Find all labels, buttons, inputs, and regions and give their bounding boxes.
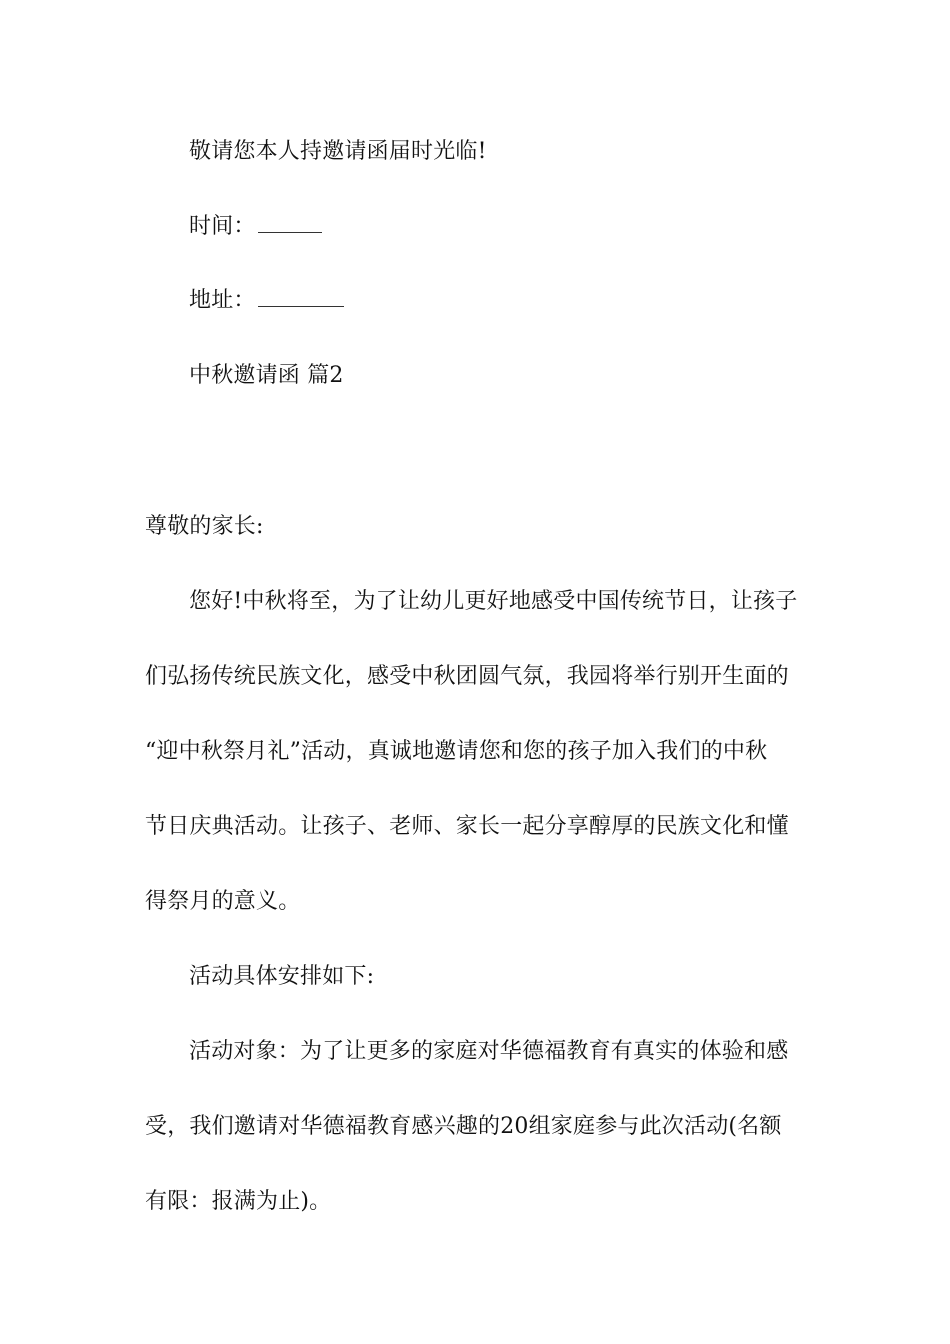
text: 节日庆典活动。让孩子、老师、家长一起分享醇厚的民族文化和懂 bbox=[145, 814, 789, 839]
text: 受，我们邀请对华德福教育感兴趣的20组家庭参与此次活动(名额 bbox=[145, 1114, 782, 1139]
text: 敬请您本人持邀请函届时光临! bbox=[189, 139, 487, 164]
text: 有限：报满为止)。 bbox=[145, 1189, 332, 1214]
text: 活动具体安排如下: bbox=[189, 964, 375, 989]
text: 们弘扬传统民族文化，感受中秋团圆气氛，我园将举行别开生面的 bbox=[145, 664, 789, 689]
address-blank-line bbox=[258, 286, 344, 307]
text: “迎中秋祭月礼”活动，真诚地邀请您和您的孩子加入我们的中秋 bbox=[145, 739, 768, 764]
address-field bbox=[145, 286, 854, 316]
text: 活动对象：为了让更多的家庭对华德福教育有真实的体验和感 bbox=[189, 1039, 789, 1064]
time-label: 时间： bbox=[189, 214, 256, 239]
text: 您好!中秋将至，为了让幼儿更好地感受中国传统节日，让孩子 bbox=[189, 589, 798, 614]
body-line-2 bbox=[145, 662, 810, 692]
body-line-7 bbox=[145, 1112, 810, 1142]
time-blank-line bbox=[258, 212, 322, 233]
schedule-intro bbox=[145, 962, 854, 992]
time-field bbox=[145, 212, 854, 242]
body-line-5 bbox=[145, 887, 810, 917]
body-line-6 bbox=[145, 1037, 854, 1067]
address-label: 地址： bbox=[189, 288, 256, 313]
body-line-8 bbox=[145, 1187, 810, 1217]
salutation bbox=[145, 512, 810, 542]
invitation-closing-line bbox=[145, 137, 854, 167]
body-line-4 bbox=[145, 812, 810, 842]
salutation-text: 尊敬的家长: bbox=[145, 514, 264, 539]
text: 得祭月的意义。 bbox=[145, 889, 301, 914]
body-line-1 bbox=[145, 587, 854, 617]
body-line-3 bbox=[145, 737, 810, 767]
section-heading bbox=[145, 361, 854, 391]
heading-text: 中秋邀请函 篇2 bbox=[189, 363, 344, 388]
